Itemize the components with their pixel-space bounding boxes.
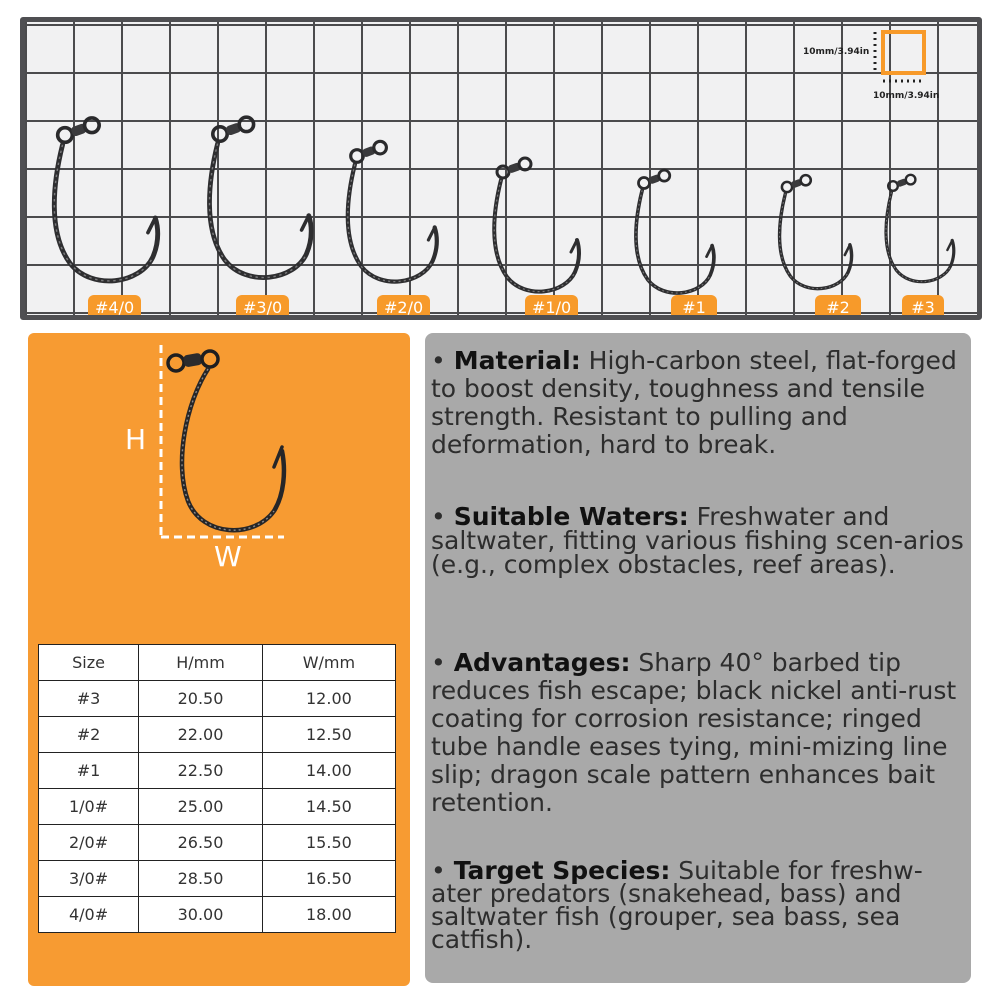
table-header-size: Size <box>39 645 139 681</box>
feature-text: Suitable for freshw-ater predators (snakehead, bass) and saltwater fish (grouper, sea bass, sea catfish). <box>431 856 923 954</box>
table-row <box>39 897 396 933</box>
size-label-1-0: #1/0 <box>525 295 578 320</box>
table-row <box>39 717 396 753</box>
hooks-illustration <box>25 22 977 315</box>
hook-diagram-icon <box>168 351 284 530</box>
table-cell-width: 15.50 <box>262 825 395 861</box>
table-row <box>39 861 396 897</box>
table-cell-width: 14.00 <box>262 753 395 789</box>
feature-title: Material: <box>453 346 581 375</box>
feature-title: Suitable Waters: <box>453 502 689 531</box>
table-cell-size: 1/0# <box>39 789 139 825</box>
hook-3 <box>886 175 954 282</box>
bullet-icon: • <box>431 346 446 375</box>
feature-target-species <box>431 856 971 954</box>
table-cell-size: #1 <box>39 753 139 789</box>
hook-3-0 <box>209 117 311 277</box>
feature-suitable-waters <box>431 502 971 579</box>
bullet-icon: • <box>431 502 446 531</box>
table-header-height: H/mm <box>139 645 263 681</box>
table-cell-size: 3/0# <box>39 861 139 897</box>
scale-label-horizontal: 10mm/3.94in <box>873 91 940 101</box>
hook-4-0 <box>54 118 157 281</box>
size-label-3-0: #3/0 <box>236 295 289 320</box>
bullet-icon: • <box>431 856 446 885</box>
feature-material <box>431 347 971 459</box>
size-table <box>38 644 396 933</box>
bullet-icon: • <box>431 648 446 677</box>
feature-title: Target Species: <box>453 856 671 885</box>
scale-label-vertical: 10mm/3.94in <box>803 47 870 57</box>
size-label-3: #3 <box>902 295 944 320</box>
hook-size-grid-photo <box>20 17 982 320</box>
table-row <box>39 681 396 717</box>
table-cell-size: 4/0# <box>39 897 139 933</box>
table-row <box>39 789 396 825</box>
table-row <box>39 753 396 789</box>
feature-advantages <box>431 649 971 817</box>
table-cell-width: 12.00 <box>262 681 395 717</box>
table-cell-height: 30.00 <box>139 897 263 933</box>
table-cell-size: #3 <box>39 681 139 717</box>
table-cell-width: 12.50 <box>262 717 395 753</box>
table-cell-width: 14.50 <box>262 789 395 825</box>
hook-2 <box>780 175 852 289</box>
table-header-width: W/mm <box>262 645 395 681</box>
size-label-2-0: #2/0 <box>377 295 430 320</box>
height-dimension-label: H <box>125 423 147 456</box>
feature-text: Freshwater and saltwater, fitting various fishing scen-arios (e.g., complex obstacles, reef areas). <box>431 502 964 579</box>
table-cell-height: 28.50 <box>139 861 263 897</box>
hook-dimension-diagram <box>28 333 410 563</box>
table-cell-width: 18.00 <box>262 897 395 933</box>
table-header-row <box>39 645 396 681</box>
table-cell-height: 22.00 <box>139 717 263 753</box>
size-label-1: #1 <box>671 295 717 320</box>
size-label-2: #2 <box>815 295 861 320</box>
size-spec-panel <box>28 333 410 986</box>
hook-1-0 <box>494 158 579 292</box>
table-cell-size: #2 <box>39 717 139 753</box>
hook-1 <box>636 170 714 293</box>
feature-title: Advantages: <box>453 648 631 677</box>
size-label-4-0: #4/0 <box>88 295 141 320</box>
feature-text: High-carbon steel, flat-forged to boost density, toughness and tensile strength. Resistant to pulling and deformation, hard to break. <box>431 346 957 459</box>
scale-reference-square <box>875 32 924 81</box>
width-dimension-label: W <box>214 540 242 573</box>
table-cell-size: 2/0# <box>39 825 139 861</box>
table-row <box>39 825 396 861</box>
table-cell-width: 16.50 <box>262 861 395 897</box>
table-cell-height: 22.50 <box>139 753 263 789</box>
hook-2-0 <box>348 141 437 281</box>
table-cell-height: 26.50 <box>139 825 263 861</box>
table-cell-height: 20.50 <box>139 681 263 717</box>
product-features-panel <box>425 333 971 983</box>
table-cell-height: 25.00 <box>139 789 263 825</box>
feature-text: Sharp 40° barbed tip reduces fish escape; black nickel anti-rust coating for corrosion resistance; ringed tube handle eases tying, mini-mizing line slip; dragon scale pattern enhances bait retention. <box>431 648 957 817</box>
